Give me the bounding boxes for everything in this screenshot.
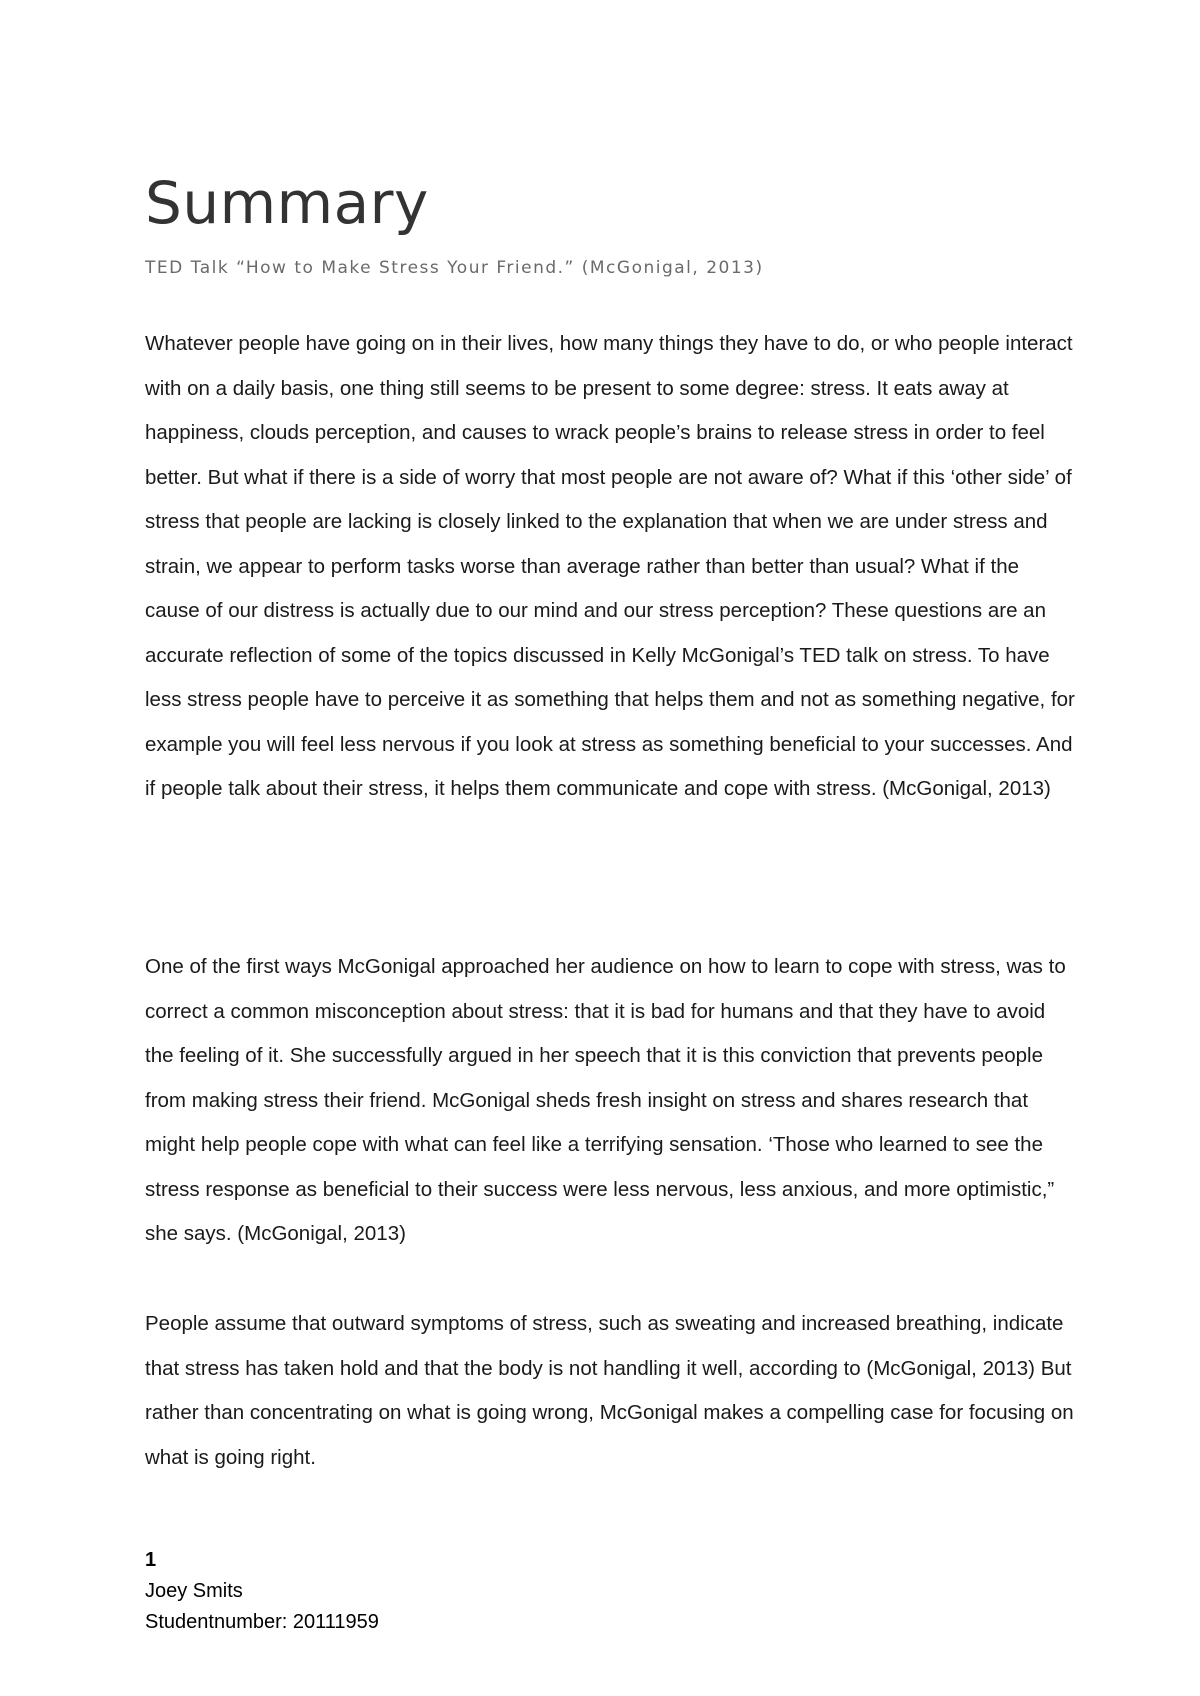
page-footer — [145, 1545, 379, 1638]
paragraph-1: Whatever people have going on in their lives, how many things they have to do, or who people interact with on a daily basis, one thing still seems to be present to some degree: stress. It eats away at happiness, clouds perception, and causes to wrack people’s brains to release stress in order to feel better. But what if there is a side of worry that most people are not aware of? What if this ‘other side’ of stress that people are lacking is closely linked to the explanation that when we are under stress and strain, we appear to perform tasks worse than average rather than better than usual? What if the cause of our distress is actually due to our mind and our stress perception? These questions are an accurate reflection of some of the topics discussed in Kelly McGonigal’s TED talk on stress. To have less stress people have to perceive it as something that helps them and not as something negative, for example you will feel less nervous if you look at stress as something beneficial to your successes. And if people talk about their stress, it helps them communicate and cope with stress. (McGonigal, 2013) — [145, 332, 1075, 800]
student-number: Studentnumber: 20111959 — [145, 1611, 379, 1633]
author-name: Joey Smits — [145, 1580, 243, 1602]
page-subtitle: TED Talk “How to Make Stress Your Friend.” (McGonigal, 2013) — [145, 258, 764, 278]
paragraph-3: People assume that outward symptoms of stress, such as sweating and increased breathing, indicate that stress has taken hold and that the body is not handling it well, according to (McGonigal, 2013) But rather than concentrating on what is going wrong, McGonigal makes a compelling case for focusing on what is going right. — [145, 1312, 1074, 1469]
page-title: Summary — [145, 169, 429, 237]
paragraph-2: One of the first ways McGonigal approached her audience on how to learn to cope with stress, was to correct a common misconception about stress: that it is bad for humans and that they have to avoid the feeling of it. She successfully argued in her speech that it is this conviction that prevents people from making stress their friend. McGonigal sheds fresh insight on stress and shares research that might help people cope with what can feel like a terrifying sensation. ‘Those who learned to see the stress response as beneficial to their success were less nervous, less anxious, and more optimistic,” she says. (McGonigal, 2013) — [145, 955, 1066, 1245]
page-number: 1 — [145, 1549, 157, 1571]
